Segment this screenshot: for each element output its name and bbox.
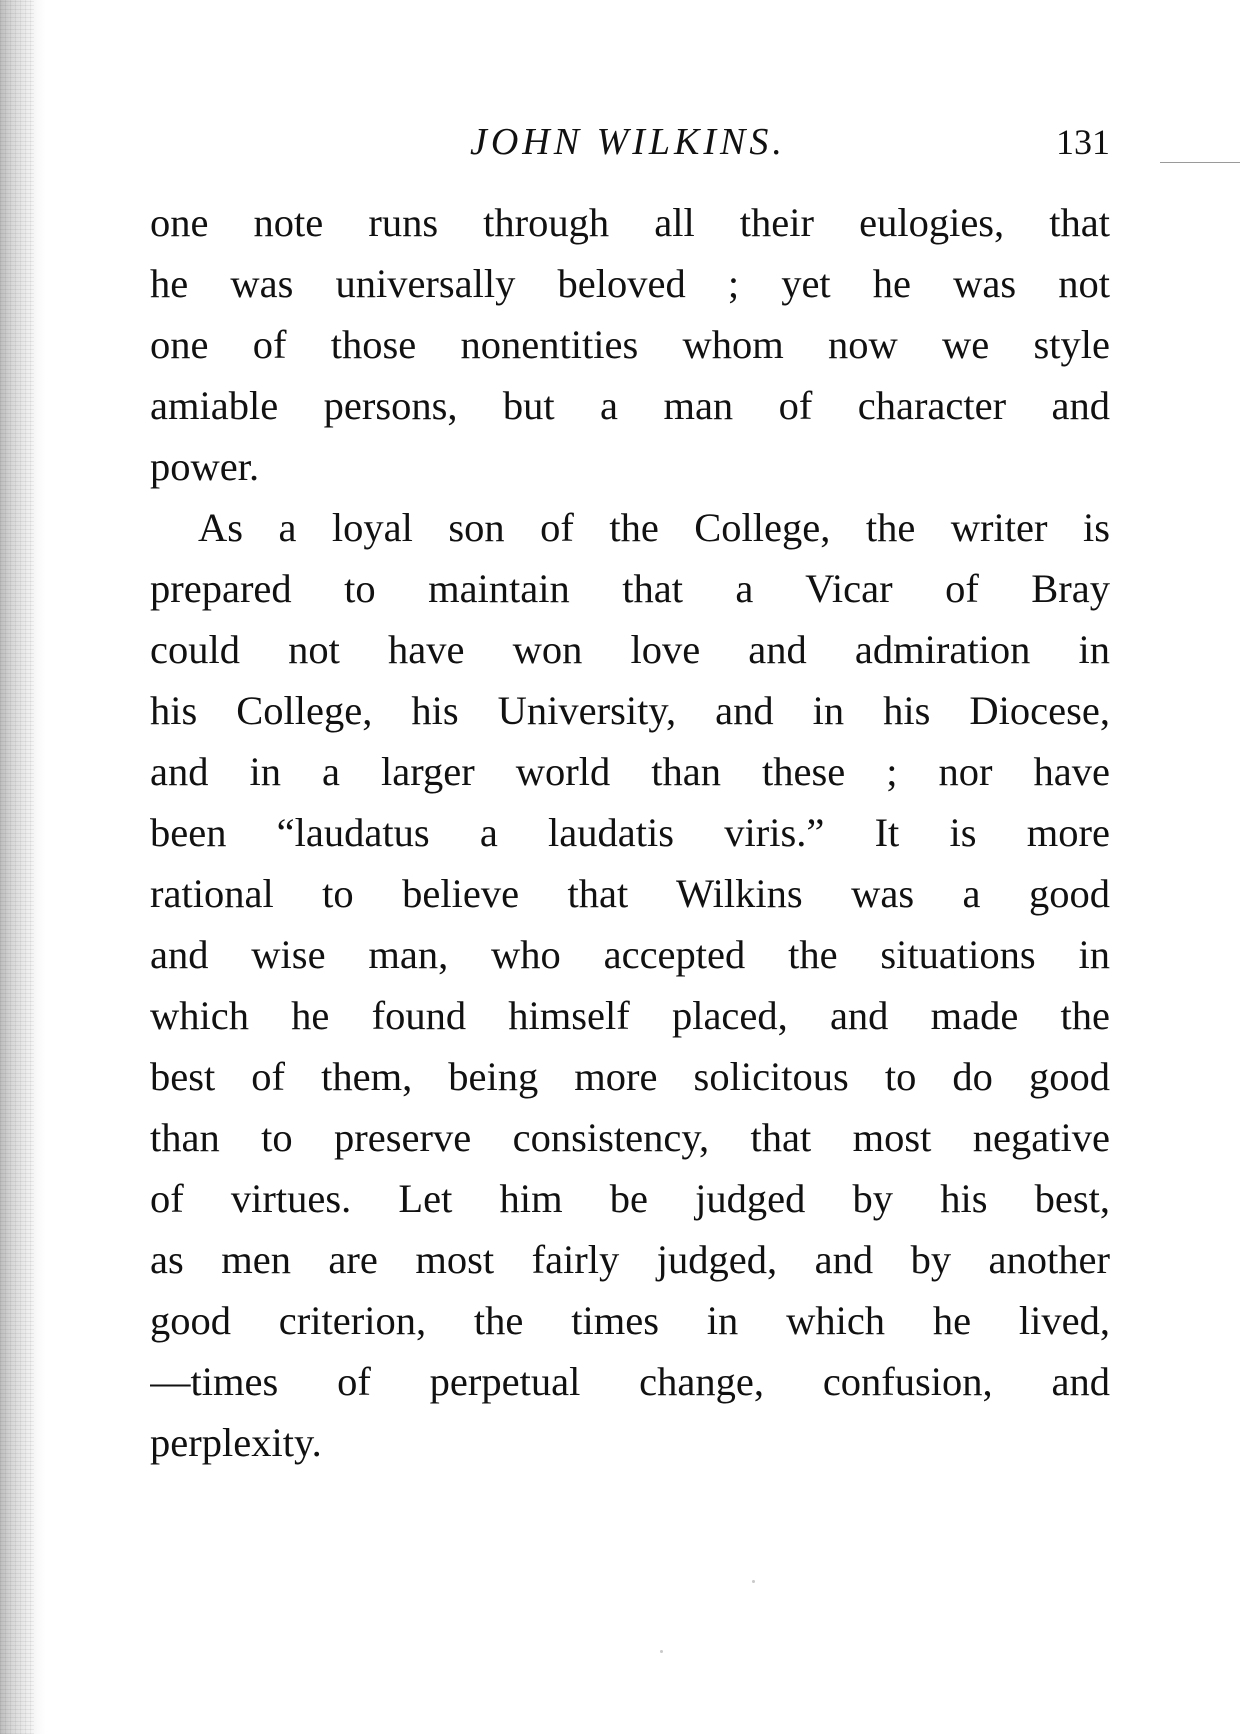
text-line: he was universally beloved ; yet he was not [150, 261, 1110, 306]
text-line: one note runs through all their eulogies, that [150, 200, 1110, 245]
scan-mark [1160, 162, 1240, 163]
page-number: 131 [1056, 122, 1110, 162]
text-line: amiable persons, but a man of character and [150, 383, 1110, 428]
page-gutter-texture [0, 0, 34, 1734]
running-head [150, 112, 1110, 172]
text-line: could not have won love and admiration in [150, 627, 1110, 672]
text-line: one of those nonentities whom now we style [150, 322, 1110, 367]
paper-speck [660, 1650, 663, 1653]
text-line: and wise man, who accepted the situations in [150, 932, 1110, 977]
text-line: than to preserve consistency, that most negative [150, 1115, 1110, 1160]
text-line: his College, his University, and in his Diocese, [150, 688, 1110, 733]
paper-speck [752, 1580, 755, 1583]
text-line: As a loyal son of the College, the writer is [198, 505, 1110, 550]
text-line: and in a larger world than these ; nor have [150, 749, 1110, 794]
paragraph-2 [150, 497, 1110, 1473]
text-line: prepared to maintain that a Vicar of Bray [150, 566, 1110, 611]
running-head-title: JOHN WILKINS. [470, 121, 786, 163]
text-line: of virtues. Let him be judged by his best, [150, 1176, 1110, 1221]
text-line: rational to believe that Wilkins was a good [150, 871, 1110, 916]
paragraph-1 [150, 192, 1110, 497]
text-line: best of them, being more solicitous to do good [150, 1054, 1110, 1099]
text-line: as men are most fairly judged, and by another [150, 1237, 1110, 1282]
text-line: power. [150, 444, 260, 489]
text-line: good criterion, the times in which he lived, [150, 1298, 1110, 1343]
text-line: been “laudatus a laudatis viris.” It is more [150, 810, 1110, 855]
text-line: —times of perpetual change, confusion, and [150, 1359, 1110, 1404]
text-line: perplexity. [150, 1420, 322, 1465]
body-text [150, 192, 1110, 1473]
text-line: which he found himself placed, and made the [150, 993, 1110, 1038]
